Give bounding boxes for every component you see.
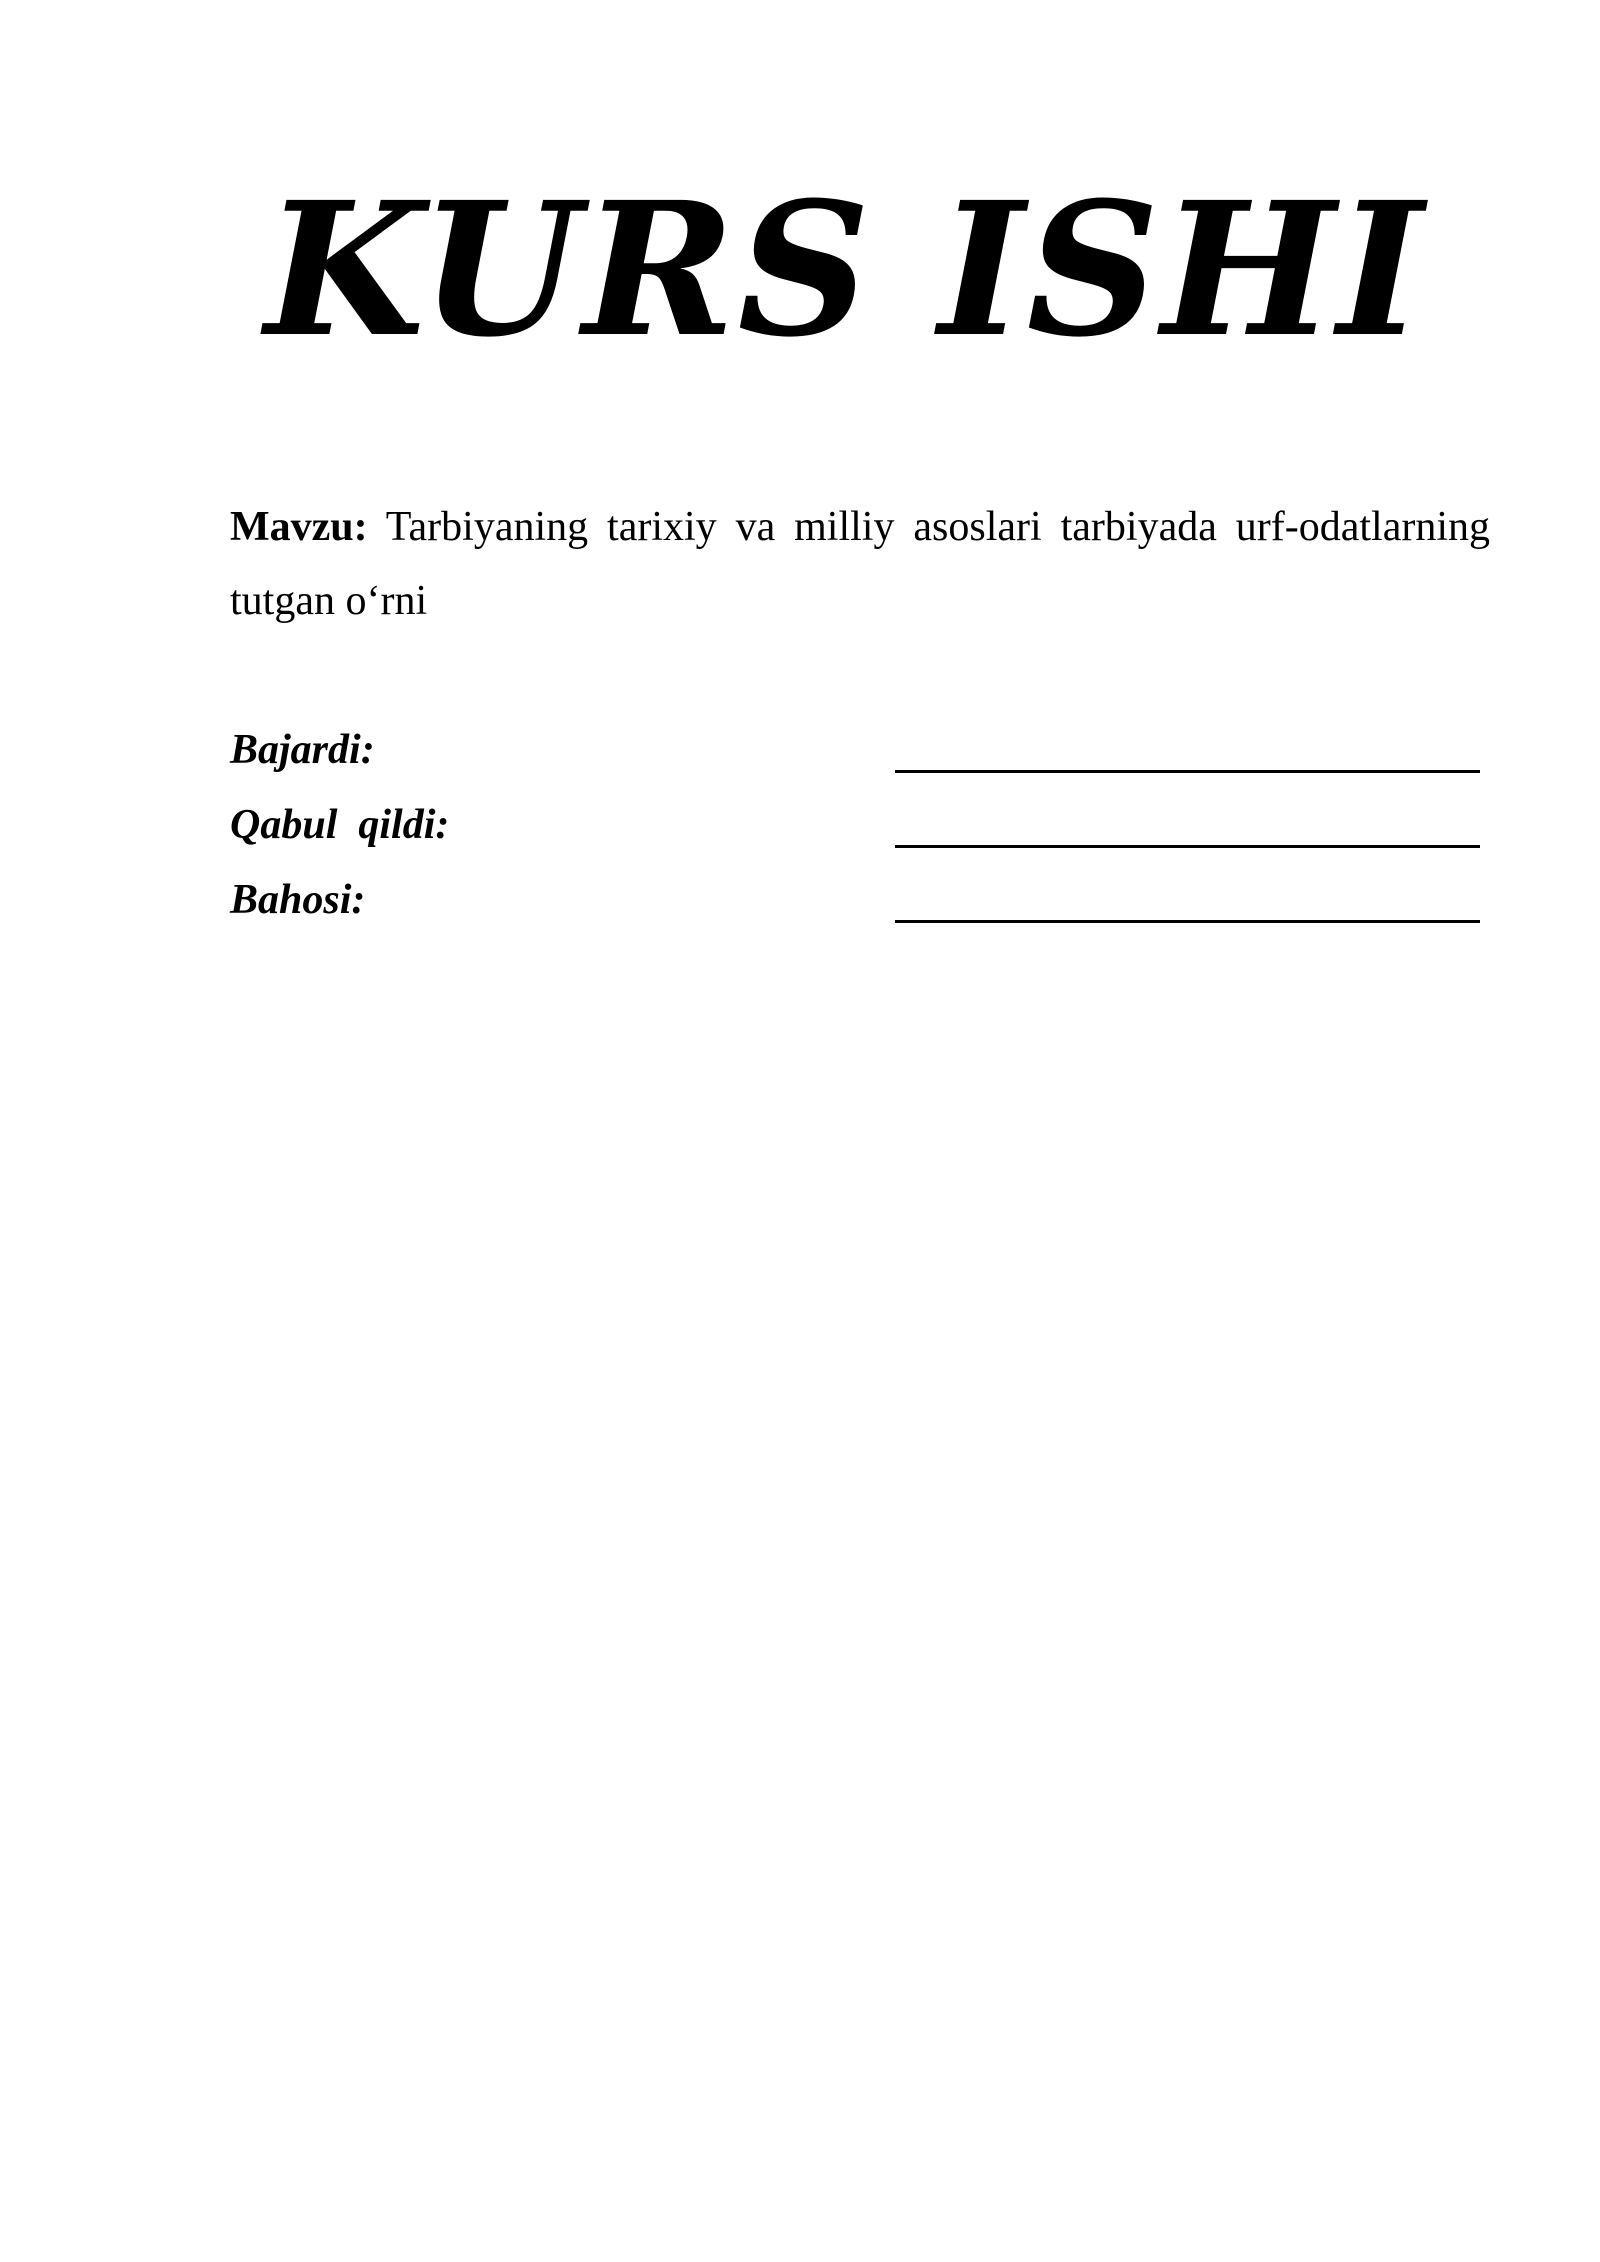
field-label-accepted-by: Qabul qildi:: [230, 802, 450, 848]
field-grade: [230, 870, 1490, 930]
topic-text: Tarbiyaning tarixiy va milliy asoslari tarbiyada urf-odatlarning tutgan o‘rni: [230, 504, 1490, 624]
signature-line-grade: [895, 920, 1480, 923]
topic-label: Mavzu:: [230, 504, 368, 550]
field-performed-by: [230, 720, 1490, 780]
field-accepted-by: [230, 795, 1490, 855]
field-label-grade: Bahosi:: [230, 877, 366, 923]
topic-paragraph: [230, 490, 1490, 638]
signature-line-performed-by: [895, 770, 1480, 773]
document-title: KURS ISHI: [264, 162, 1426, 378]
signature-line-accepted-by: [895, 845, 1480, 848]
field-label-performed-by: Bajardi:: [230, 727, 375, 773]
